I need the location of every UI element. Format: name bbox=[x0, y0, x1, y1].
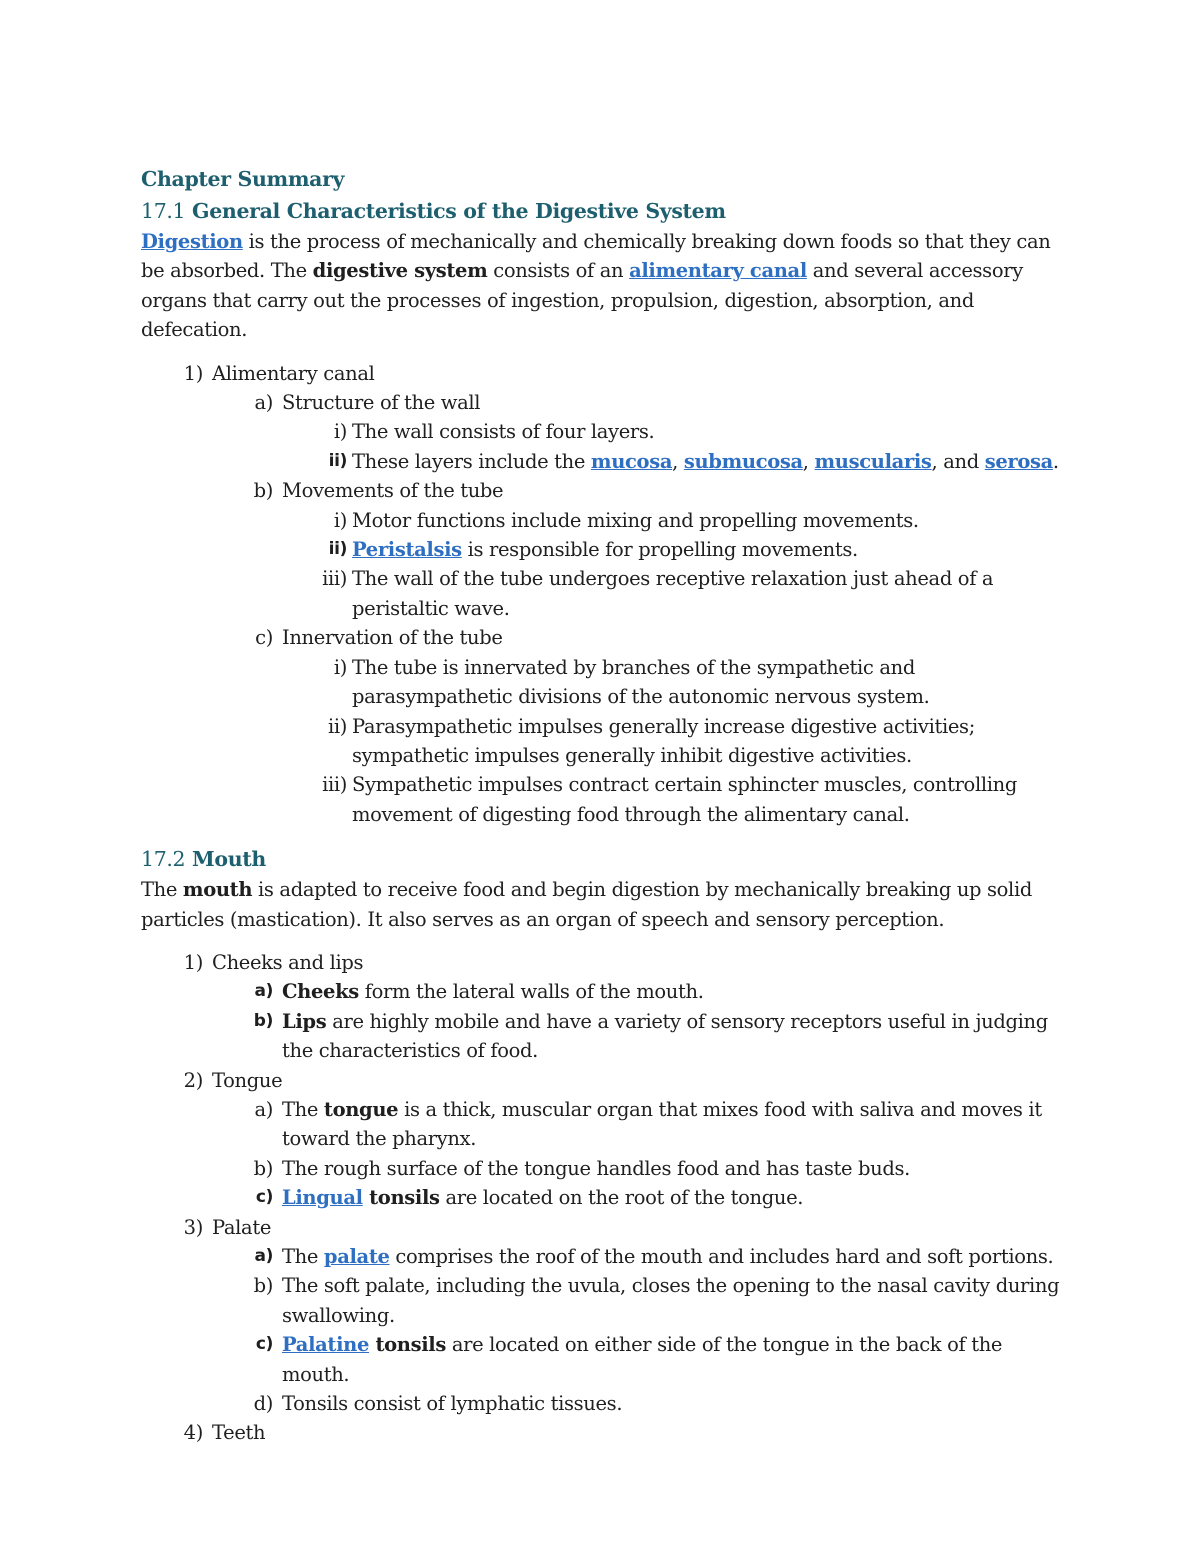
list-marker: ii) bbox=[328, 539, 347, 560]
intro-text: is the process of mechanically and chemically breaking down foods so that they can be absorbed. The bbox=[141, 230, 1051, 283]
outline-sublist bbox=[141, 506, 1071, 624]
list-marker: i) bbox=[333, 420, 347, 444]
section-title: General Characteristics of the Digestive System bbox=[192, 199, 726, 223]
outline-item-structure-of-wall bbox=[141, 388, 1071, 417]
section-17-2-heading bbox=[141, 843, 1071, 875]
keyword-digestive-system: digestive system bbox=[312, 259, 488, 283]
list-item bbox=[141, 417, 1071, 446]
punctuation: , and bbox=[931, 449, 985, 473]
outline-item-alimentary-canal bbox=[141, 359, 1071, 388]
list-item-text: The bbox=[282, 1245, 324, 1268]
list-marker: 2) bbox=[183, 1068, 203, 1092]
outline-list bbox=[141, 948, 1071, 1448]
section-title: Mouth bbox=[192, 847, 266, 872]
list-marker: b) bbox=[253, 1274, 273, 1298]
list-item-text: The rough surface of the tongue handles food and has taste buds. bbox=[282, 1156, 910, 1180]
list-item-label: Innervation of the tube bbox=[282, 626, 503, 650]
list-item-text: These layers include the bbox=[352, 449, 591, 473]
list-item bbox=[141, 712, 1071, 771]
list-marker: b) bbox=[253, 479, 273, 503]
list-item-text: The wall consists of four layers. bbox=[352, 420, 655, 444]
list-item bbox=[141, 506, 1071, 535]
outline-sublist bbox=[141, 1242, 1071, 1418]
list-marker: a) bbox=[254, 1246, 273, 1266]
list-marker: d) bbox=[253, 1392, 273, 1416]
term-link-submucosa[interactable]: submucosa bbox=[683, 449, 803, 473]
list-marker: a) bbox=[254, 391, 273, 415]
list-item-text: Motor functions include mixing and propelling movements. bbox=[352, 508, 919, 532]
term-link-digestion[interactable]: Digestion bbox=[141, 230, 243, 253]
list-item-text: The wall of the tube undergoes receptive relaxation just ahead of a peristaltic wave. bbox=[352, 567, 994, 620]
term-link-serosa[interactable]: serosa bbox=[984, 449, 1053, 473]
punctuation: . bbox=[1052, 449, 1059, 473]
section-17-1-intro bbox=[141, 227, 1071, 345]
term-link-mucosa[interactable]: mucosa bbox=[590, 449, 673, 473]
outline-item-palate bbox=[141, 1213, 1071, 1242]
list-marker: a) bbox=[254, 1097, 273, 1121]
section-number: 17.2 bbox=[141, 847, 186, 872]
term-link-peristalsis[interactable]: Peristalsis bbox=[352, 538, 462, 562]
list-marker: b) bbox=[253, 1156, 273, 1180]
list-item-text: The bbox=[282, 1097, 324, 1121]
outline-sublist bbox=[141, 977, 1071, 1065]
list-item-label: Alimentary canal bbox=[212, 361, 375, 385]
chapter-title: Chapter Summary bbox=[141, 167, 345, 191]
list-item-label: Tongue bbox=[212, 1068, 283, 1092]
keyword-tongue: tongue bbox=[323, 1097, 399, 1121]
list-item bbox=[141, 447, 1071, 476]
list-item bbox=[141, 1095, 1071, 1154]
list-marker: 1) bbox=[183, 361, 203, 385]
list-item-text: are highly mobile and have a variety of sensory receptors useful in judging the characteristics of food. bbox=[282, 1009, 1048, 1063]
outline-item-teeth bbox=[141, 1418, 1071, 1447]
list-marker: ii) bbox=[328, 450, 347, 471]
list-item-label: Movements of the tube bbox=[282, 479, 504, 503]
list-marker: iii) bbox=[322, 773, 347, 797]
list-item-label: Teeth bbox=[212, 1421, 266, 1445]
term-link-muscularis[interactable]: muscularis bbox=[814, 449, 932, 473]
outline-item-movements bbox=[141, 476, 1071, 505]
intro-text: consists of an bbox=[487, 259, 630, 283]
list-marker: 3) bbox=[183, 1215, 203, 1239]
list-marker: 4) bbox=[183, 1421, 203, 1445]
keyword-mouth: mouth bbox=[182, 878, 253, 902]
list-item-label: Cheeks and lips bbox=[212, 950, 364, 974]
keyword-tonsils: tonsils bbox=[362, 1186, 440, 1210]
list-item-text: are located on either side of the tongue in the back of the mouth. bbox=[282, 1333, 1003, 1386]
list-item-text: is a thick, muscular organ that mixes food with saliva and moves it toward the pharynx. bbox=[282, 1097, 1042, 1151]
section-number: 17.1 bbox=[141, 199, 186, 223]
outline-sublist bbox=[141, 653, 1071, 829]
document-page bbox=[141, 163, 1071, 1448]
list-item-text: Sympathetic impulses contract certain sphincter muscles, controlling movement of digesting food through the alimentary canal. bbox=[352, 773, 1017, 826]
list-marker: i) bbox=[333, 508, 347, 532]
list-item bbox=[141, 1183, 1071, 1212]
list-marker: c) bbox=[255, 1334, 273, 1355]
list-item-text: comprises the roof of the mouth and includes hard and soft portions. bbox=[389, 1245, 1054, 1268]
outline-item-cheeks-lips bbox=[141, 948, 1071, 977]
list-item bbox=[141, 1330, 1071, 1389]
outline-sublist bbox=[141, 1095, 1071, 1213]
list-item-text: The soft palate, including the uvula, closes the opening to the nasal cavity during swallowing. bbox=[282, 1274, 1060, 1327]
list-item-text: are located on the root of the tongue. bbox=[439, 1186, 804, 1210]
spacer bbox=[141, 829, 1071, 843]
list-marker: c) bbox=[255, 1187, 273, 1208]
list-marker: a) bbox=[254, 981, 273, 1002]
section-17-2-intro bbox=[141, 875, 1071, 934]
keyword-cheeks: Cheeks bbox=[282, 980, 359, 1004]
list-marker: i) bbox=[333, 655, 347, 679]
punctuation: , bbox=[672, 449, 684, 473]
keyword-lips: Lips bbox=[282, 1009, 327, 1033]
list-marker: b) bbox=[253, 1010, 273, 1031]
list-item bbox=[141, 1154, 1071, 1183]
list-item bbox=[141, 1007, 1071, 1066]
list-item-label: Palate bbox=[212, 1215, 272, 1239]
list-item-text: is responsible for propelling movements. bbox=[461, 538, 858, 562]
outline-sublist bbox=[141, 388, 1071, 829]
intro-text: and several accessory organs that carry out the processes of ingestion, propulsion, digestion, absorption, and defecation. bbox=[141, 259, 1023, 342]
outline-list bbox=[141, 359, 1071, 830]
punctuation: , bbox=[802, 449, 815, 473]
list-item bbox=[141, 1271, 1071, 1330]
list-item bbox=[141, 653, 1071, 712]
list-item bbox=[141, 977, 1071, 1006]
list-item-text: form the lateral walls of the mouth. bbox=[358, 980, 704, 1004]
list-marker: ii) bbox=[327, 714, 347, 738]
list-item bbox=[141, 1389, 1071, 1418]
list-marker: iii) bbox=[322, 567, 347, 591]
list-item-text: The tube is innervated by branches of the sympathetic and parasympathetic divisions of the autonomic nervous system. bbox=[352, 655, 930, 709]
keyword-tonsils: tonsils bbox=[369, 1333, 446, 1357]
list-item-text: Parasympathetic impulses generally increase digestive activities; sympathetic impulses generally inhibit digestive activities. bbox=[352, 714, 975, 767]
list-item-label: Structure of the wall bbox=[282, 391, 481, 415]
intro-text: is adapted to receive food and begin digestion by mechanically breaking up solid particles (mastication). It also serves as an organ of speech and sensory perception. bbox=[141, 878, 1032, 931]
list-item bbox=[141, 1242, 1071, 1271]
intro-text: The bbox=[141, 878, 183, 902]
term-link-alimentary-canal[interactable]: alimentary canal bbox=[629, 259, 807, 283]
outline-sublist bbox=[141, 417, 1071, 476]
list-marker: c) bbox=[255, 626, 273, 650]
term-link-lingual[interactable]: Lingual bbox=[282, 1186, 363, 1210]
list-marker: 1) bbox=[183, 950, 203, 974]
list-item bbox=[141, 535, 1071, 564]
term-link-palatine[interactable]: Palatine bbox=[282, 1333, 370, 1357]
outline-item-innervation bbox=[141, 623, 1071, 652]
outline-item-tongue bbox=[141, 1066, 1071, 1095]
list-item bbox=[141, 564, 1071, 623]
list-item bbox=[141, 770, 1071, 829]
list-item-text: Tonsils consist of lymphatic tissues. bbox=[282, 1392, 623, 1416]
term-link-palate[interactable]: palate bbox=[323, 1245, 390, 1268]
section-17-1-heading bbox=[141, 195, 1071, 227]
